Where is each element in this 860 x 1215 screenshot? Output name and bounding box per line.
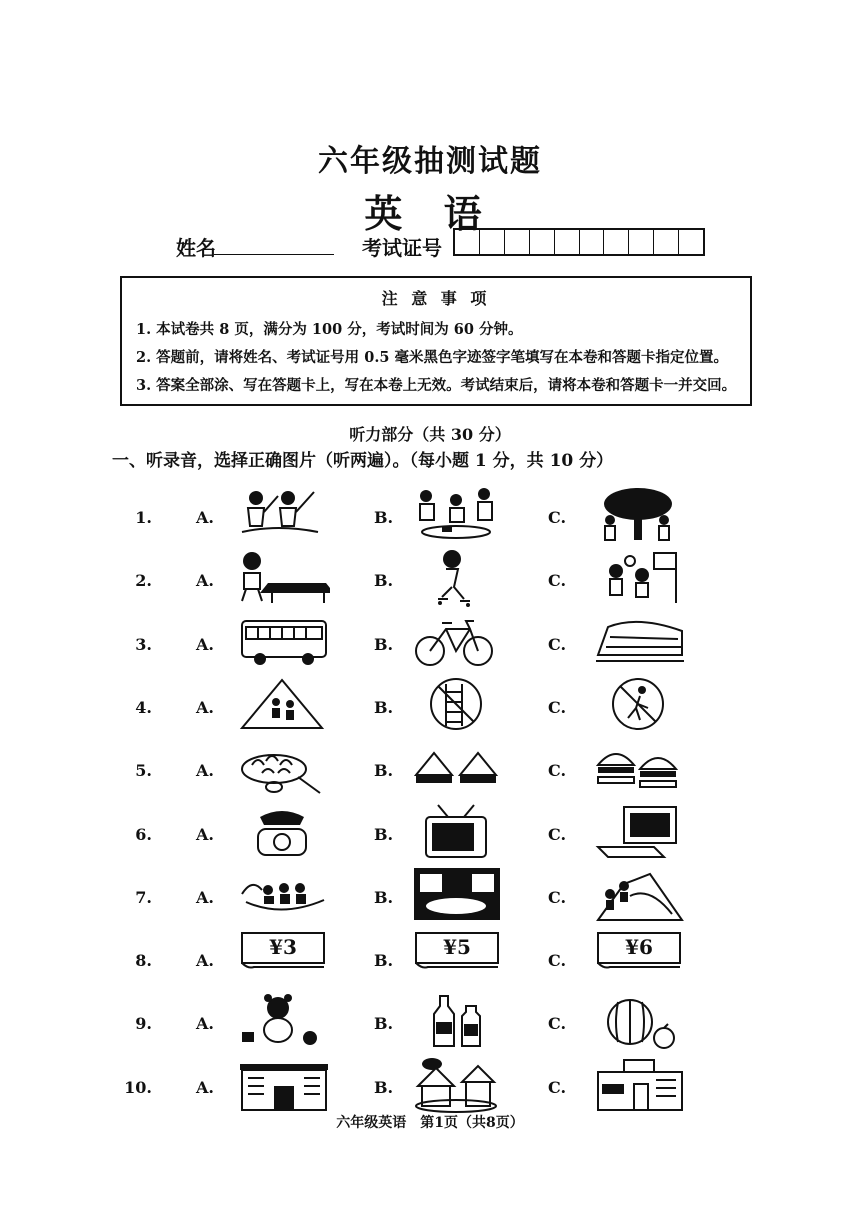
option-label: B. <box>374 1014 394 1034</box>
question-number: 8. <box>135 951 152 971</box>
option-label: A. <box>196 1014 214 1034</box>
notice-item-1: 1. 本试卷共 8 页，满分为 100 分，考试时间为 60 分钟。 <box>136 321 523 338</box>
table-tennis-player-icon <box>238 549 330 607</box>
option-label: A. <box>196 697 214 717</box>
exam-id-cell <box>580 230 605 254</box>
option-label: C. <box>548 951 567 971</box>
question-number: 5. <box>135 761 152 781</box>
hamburgers-icon <box>594 739 686 797</box>
children-crossing-sign-icon <box>238 676 330 734</box>
option-label: B. <box>374 824 394 844</box>
exam-id-cell <box>455 230 480 254</box>
option-label: A. <box>196 824 214 844</box>
roller-skater-icon <box>412 549 504 607</box>
notice-item-2: 2. 答题前，请将姓名、考试证号用 0.5 毫米黑色字迹签字笔填写在本卷和答题卡指定位置。 <box>136 349 729 366</box>
option-label: C. <box>548 508 567 527</box>
no-running-sign-icon <box>594 676 686 734</box>
exam-id-cell <box>604 230 629 254</box>
bus-icon <box>238 613 330 671</box>
option-label: C. <box>548 1077 567 1097</box>
option-label: A. <box>196 571 214 591</box>
drink-bottles-icon <box>412 992 504 1050</box>
option-label: A. <box>196 761 214 781</box>
question-number: 10. <box>124 1077 152 1097</box>
option-label: A. <box>196 508 214 527</box>
school-building-icon <box>238 1056 330 1114</box>
question-number: 7. <box>135 887 152 907</box>
option-label: B. <box>374 634 394 654</box>
exam-id-cell <box>679 230 703 254</box>
family-dinner-icon <box>412 866 504 924</box>
people-under-tree-icon <box>594 486 686 544</box>
question-number: 4. <box>135 697 152 717</box>
watermelon-orange-icon <box>594 992 686 1050</box>
price-text: ¥5 <box>443 935 471 960</box>
part-title: 一、听录音，选择正确图片（听两遍）。（每小题 1 分，共 10 分） <box>112 451 614 471</box>
television-icon <box>412 803 504 861</box>
hospital-building-icon <box>594 1056 686 1114</box>
option-label: C. <box>548 887 567 907</box>
page-title: 六年级抽测试题 <box>318 144 542 179</box>
exam-id-cell <box>480 230 505 254</box>
page-footer: 六年级英语 第1页（共8页） <box>336 1115 524 1131</box>
bicycle-icon <box>412 613 504 671</box>
price-text: ¥3 <box>269 935 297 960</box>
price-tag-icon <box>594 929 684 973</box>
exam-id-boxes <box>453 228 705 256</box>
telephone-icon <box>238 803 330 861</box>
question-number: 2. <box>135 571 152 591</box>
exam-id-cell <box>629 230 654 254</box>
price-tag-icon <box>238 929 328 973</box>
option-label: C. <box>548 1014 567 1034</box>
section-title: 听力部分（共 30 分） <box>349 425 511 444</box>
name-label: 姓名 <box>176 236 216 260</box>
family-picnic-icon <box>412 486 504 544</box>
option-label: A. <box>196 634 214 654</box>
option-label: B. <box>374 508 394 527</box>
option-label: B. <box>374 761 394 781</box>
option-label: C. <box>548 824 567 844</box>
sandwiches-icon <box>412 739 504 797</box>
question-number: 6. <box>135 824 152 844</box>
subject-title: 英 语 <box>364 191 496 236</box>
exam-id-label: 考试证号 <box>362 236 442 260</box>
question-number: 9. <box>135 1014 152 1034</box>
exam-id-cell <box>555 230 580 254</box>
option-label: B. <box>374 571 394 591</box>
option-label: C. <box>548 697 567 717</box>
option-label: A. <box>196 1077 214 1097</box>
option-label: A. <box>196 951 214 971</box>
train-icon <box>594 613 686 671</box>
option-label: B. <box>374 951 394 971</box>
basketball-players-icon <box>594 549 686 607</box>
question-number: 1. <box>135 508 152 527</box>
option-label: B. <box>374 697 394 717</box>
name-blank-line <box>214 254 334 255</box>
price-text: ¥6 <box>625 935 653 960</box>
option-label: C. <box>548 571 567 591</box>
option-label: A. <box>196 887 214 907</box>
notice-box <box>120 276 752 406</box>
notice-item-3: 3. 答案全部涂、写在答题卡上，写在本卷上无效。考试结束后，请将本卷和答题卡一并交回。 <box>136 377 737 394</box>
dragon-boat-icon <box>238 866 330 924</box>
option-label: B. <box>374 887 394 907</box>
option-label: C. <box>548 761 567 781</box>
mountain-climbing-icon <box>594 866 686 924</box>
price-tag-icon <box>412 929 502 973</box>
park-houses-icon <box>412 1056 504 1114</box>
dumplings-icon <box>238 739 330 797</box>
no-climbing-sign-icon <box>412 676 504 734</box>
computer-icon <box>594 803 686 861</box>
children-fishing-icon <box>238 486 330 544</box>
exam-id-cell <box>530 230 555 254</box>
exam-id-cell <box>654 230 679 254</box>
exam-id-cell <box>505 230 530 254</box>
question-number: 3. <box>135 634 152 654</box>
option-label: C. <box>548 634 567 654</box>
notice-title: 注 意 事 项 <box>381 289 491 308</box>
teddy-bear-toys-icon <box>238 992 330 1050</box>
option-label: B. <box>374 1077 394 1097</box>
